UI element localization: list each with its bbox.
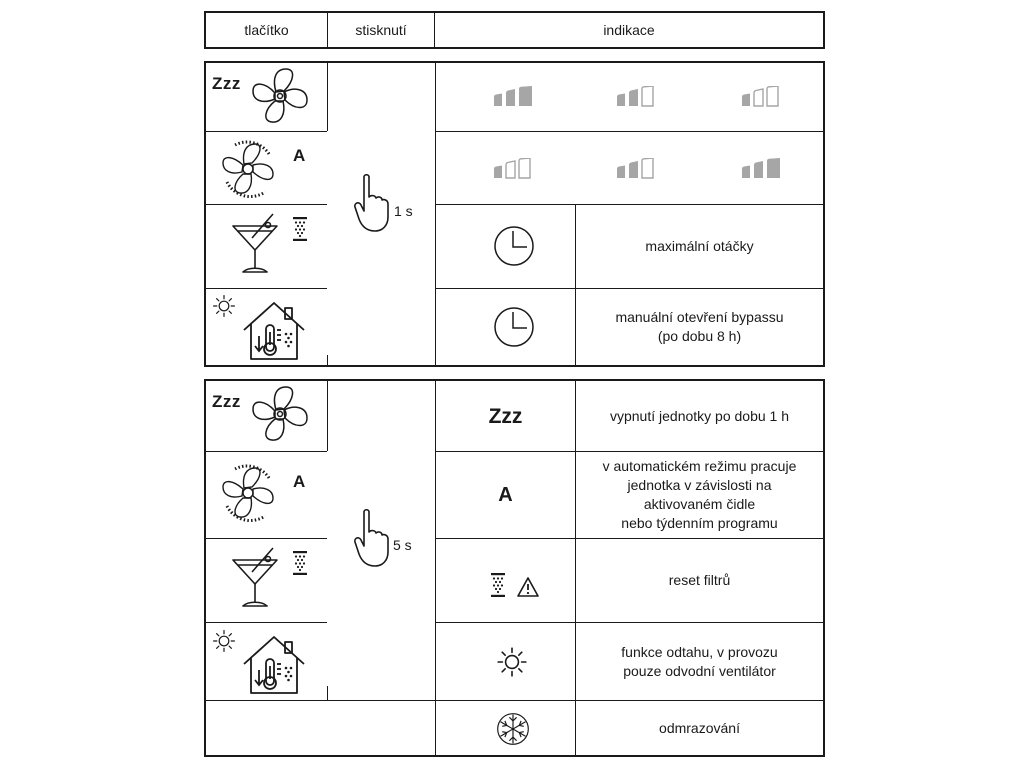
indication-line: pouze odvodní ventilátor (623, 662, 776, 679)
indication-line: funkce odtahu, v provozu (621, 643, 778, 660)
cocktail-icon (230, 546, 280, 610)
fan-auto-icon (217, 138, 279, 200)
fan-speed-2-icon (615, 86, 657, 108)
filter-icon (292, 216, 308, 242)
indication-text (576, 289, 823, 365)
indication-text: reset filtrů (668, 572, 731, 588)
house-thermometer-icon (241, 300, 307, 362)
clock-icon (492, 305, 536, 349)
divider (435, 131, 823, 132)
indication-line: nebo týdenním programu (621, 515, 778, 531)
indication-text: maximální otáčky (645, 238, 754, 254)
fan-speed-1-icon (492, 158, 534, 180)
header-button-column: tlačítko (244, 21, 289, 38)
zzz-indicator: Zzz (488, 404, 523, 428)
sun-icon (496, 646, 528, 678)
zzz-label: Zzz (212, 392, 241, 411)
cocktail-icon (230, 212, 280, 276)
sun-icon (212, 294, 236, 318)
filter-icon (292, 550, 308, 576)
house-thermometer-icon (241, 634, 307, 696)
auto-label: A (293, 146, 306, 165)
zzz-label: Zzz (212, 74, 241, 93)
divider (206, 204, 327, 205)
divider (327, 63, 328, 131)
clock-icon (492, 224, 536, 268)
divider (327, 381, 328, 451)
filter-icon (490, 572, 506, 598)
fan-icon (250, 384, 310, 444)
divider (206, 451, 327, 452)
indication-line: jednotka v závislosti na (627, 477, 772, 493)
fan-speed-2-icon (615, 158, 657, 180)
sun-icon (212, 629, 236, 653)
divider (206, 538, 327, 539)
divider (327, 686, 328, 700)
indication-line: v automatickém režimu pracuje (602, 458, 797, 474)
auto-indicator: A (498, 483, 513, 506)
indication-text (576, 452, 823, 538)
fan-speed-3-icon (740, 158, 782, 180)
hand-press-icon (352, 173, 392, 233)
header-indication-column: indikace (603, 21, 655, 38)
indication-line: (po dobu 8 h) (657, 328, 742, 344)
press-duration-label: 5 s (393, 537, 412, 553)
divider (327, 355, 328, 365)
indication-text: vypnutí jednotky po dobu 1 h (609, 407, 790, 424)
divider (206, 622, 327, 623)
indication-line: aktivovaném čidle (643, 496, 756, 512)
indication-line: manuální otevření bypassu (615, 309, 784, 325)
snowflake-icon (495, 711, 531, 747)
indication-text: odmrazování (659, 719, 740, 736)
auto-label: A (293, 472, 306, 491)
fan-auto-icon (217, 462, 279, 524)
fan-icon (250, 66, 310, 126)
fan-speed-1-icon (740, 86, 782, 108)
fan-speed-3-icon (492, 86, 534, 108)
indication-text (576, 623, 823, 700)
warning-icon (516, 576, 540, 598)
header-press-column: stisknutí (355, 21, 407, 38)
divider (435, 63, 436, 365)
divider (206, 288, 327, 289)
divider (206, 131, 327, 132)
press-duration-label: 1 s (394, 203, 413, 219)
hand-press-icon (352, 508, 392, 568)
